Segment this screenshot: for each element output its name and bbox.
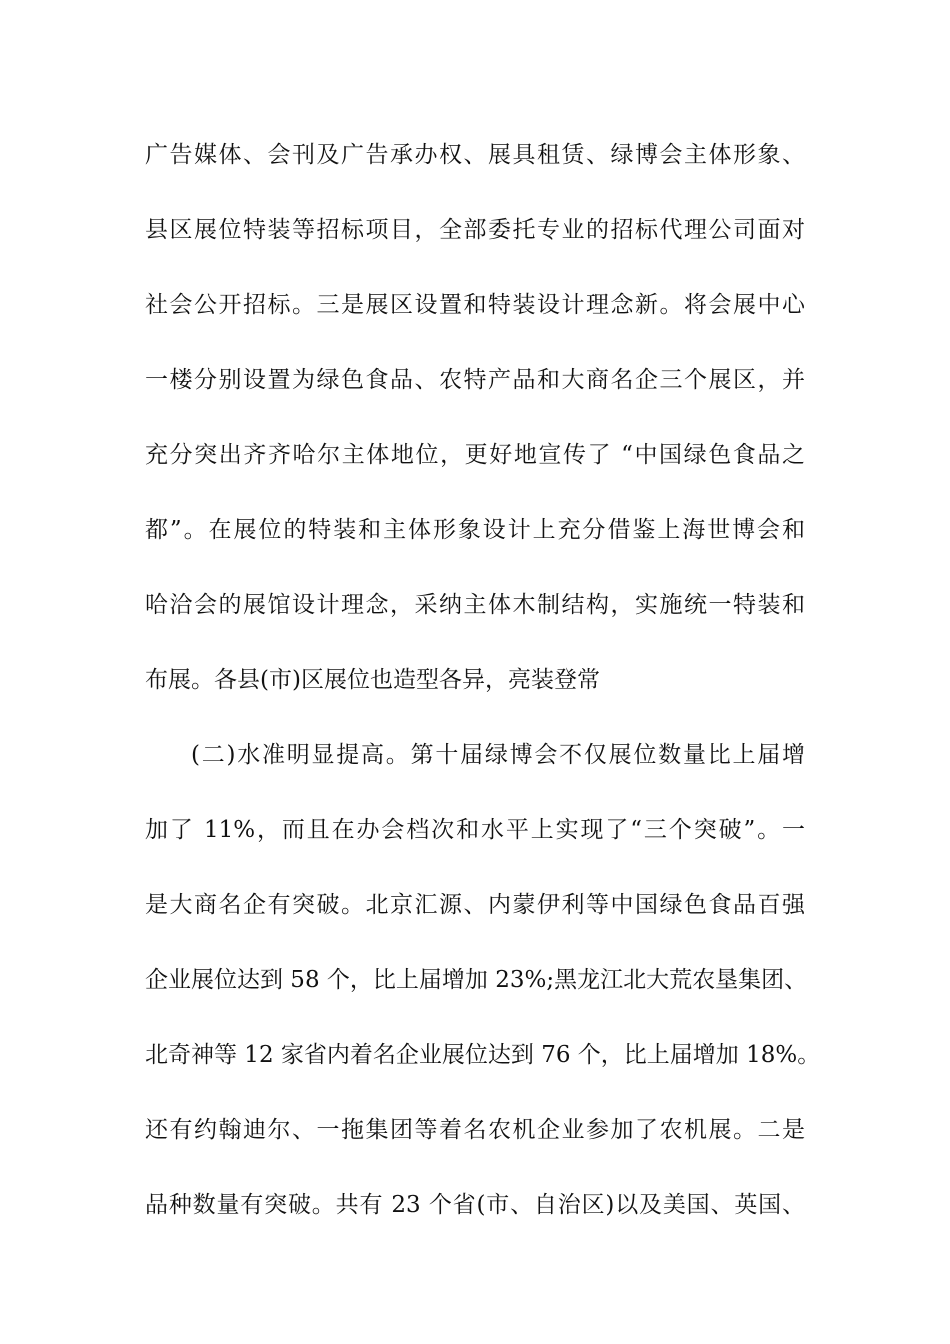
paragraph-line: 县区展位特装等招标项目，全部委托专业的招标代理公司面对 — [145, 217, 805, 243]
paragraph-line: 社会公开招标。三是展区设置和特装设计理念新。将会展中心 — [145, 292, 805, 318]
paragraph-line-first: (二)水准明显提高。第十届绿博会不仅展位数量比上届增 — [191, 742, 805, 768]
paragraph-line: 北奇神等 12 家省内着名企业展位达到 76 个，比上届增加 18%。 — [145, 1042, 821, 1068]
paragraph-2 — [145, 718, 821, 1243]
paragraph-1 — [145, 118, 805, 718]
paragraph-line: 加了 11%，而且在办会档次和水平上实现了“三个突破”。一 — [145, 817, 805, 843]
paragraph-line: 充分突出齐齐哈尔主体地位，更好地宣传了 “中国绿色食品之 — [145, 442, 805, 468]
paragraph-line: 都”。在展位的特装和主体形象设计上充分借鉴上海世博会和 — [145, 517, 805, 543]
paragraph-line: 一楼分别设置为绿色食品、农特产品和大商名企三个展区，并 — [145, 367, 805, 393]
paragraph-line: 还有约翰迪尔、一拖集团等着名农机企业参加了农机展。二是 — [145, 1117, 805, 1143]
paragraph-line: 企业展位达到 58 个，比上届增加 23%;黑龙江北大荒农垦集团、 — [145, 967, 808, 993]
paragraph-line: 哈洽会的展馆设计理念，采纳主体木制结构，实施统一特装和 — [145, 592, 805, 618]
paragraph-line: 广告媒体、会刊及广告承办权、展具租赁、绿博会主体形象、 — [145, 142, 805, 168]
paragraph-line-last: 布展。各县(市)区展位也造型各异，亮装登常 — [145, 667, 600, 693]
paragraph-line: 是大商名企有突破。北京汇源、内蒙伊利等中国绿色食品百强 — [145, 892, 805, 918]
paragraph-line: 品种数量有突破。共有 23 个省(市、自治区)以及美国、英国、 — [145, 1192, 805, 1218]
